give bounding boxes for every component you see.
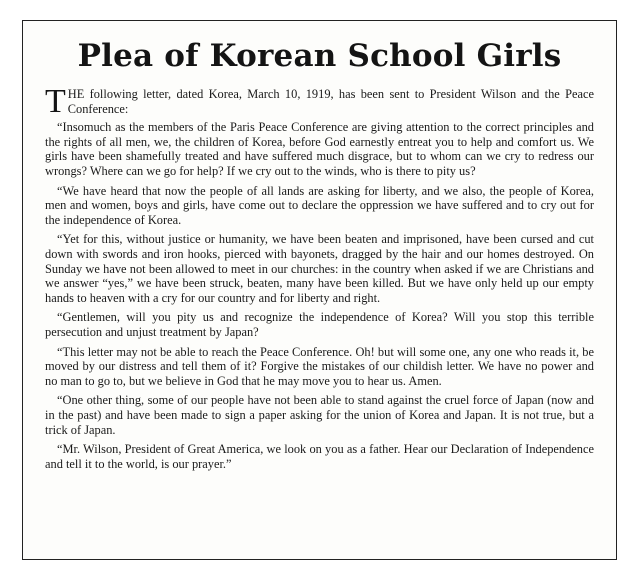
letter-paragraph-6: “One other thing, some of our people have not been able to stand against the cruel force of Japan (now and in the past) and have been made to sign a paper asking for the union of Korea and Japan. It is not true, but a trick of Japan. [45,393,594,437]
article-body [45,83,594,471]
letter-paragraph-4: “Gentlemen, will you pity us and recognize the independence of Korea? Will you stop this terrible persecution and unjust treatment by Japan? [45,310,594,339]
article-title: Plea of Korean School Girls [77,38,562,74]
letter-paragraph-2: “We have heard that now the people of all lands are asking for liberty, and we also, the people of Korea, men and women, boys and girls, have come out to declare the oppression we have suffered and to cry out for the independence of Korea. [45,183,594,227]
drop-cap: T [45,83,66,121]
intro-paragraph [45,83,594,121]
letter-paragraph-1: “Insomuch as the members of the Paris Peace Conference are giving attention to the correct principles and the rights of all men, we, the children of Korea, before God earnestly entreat you to help and comfort us. We girls have been shamefully treated and have suffered much disgrace, but to whom can we cry to redress our wrongs? Where can we go for help? If we cry out to the winds, who is there to pity us? [45,120,594,179]
letter-paragraph-7: “Mr. Wilson, President of Great America, we look on you as a father. Hear our Declaration of Independence and tell it to the world, is our prayer.” [45,442,594,471]
letter-paragraph-5: “This letter may not be able to reach the Peace Conference. Oh! but will some one, any one who reads it, be moved by our distress and tell them of it? Forgive the mistakes of our childish letter. We have no power and no man to go to, but we believe in God that he may move you to hear us. Amen. [45,344,594,388]
letter-paragraph-3: “Yet for this, without justice or humanity, we have been beaten and imprisoned, have been cursed and cut down with swords and iron hooks, pierced with bayonets, dragged by the hair and our homes destroyed. On Sunday we have not been allowed to meet in our churches: in the country when asked if we are Christians and we answer “yes,” we have been struck, beaten, many have been killed. But we have only held up our empty hands to heaven with a cry for our country and for liberty and right. [45,232,594,305]
article-clipping [22,20,617,560]
intro-text: HE following letter, dated Korea, March 10, 1919, has been sent to President Wilson and the Peace Conference: [67,87,594,116]
